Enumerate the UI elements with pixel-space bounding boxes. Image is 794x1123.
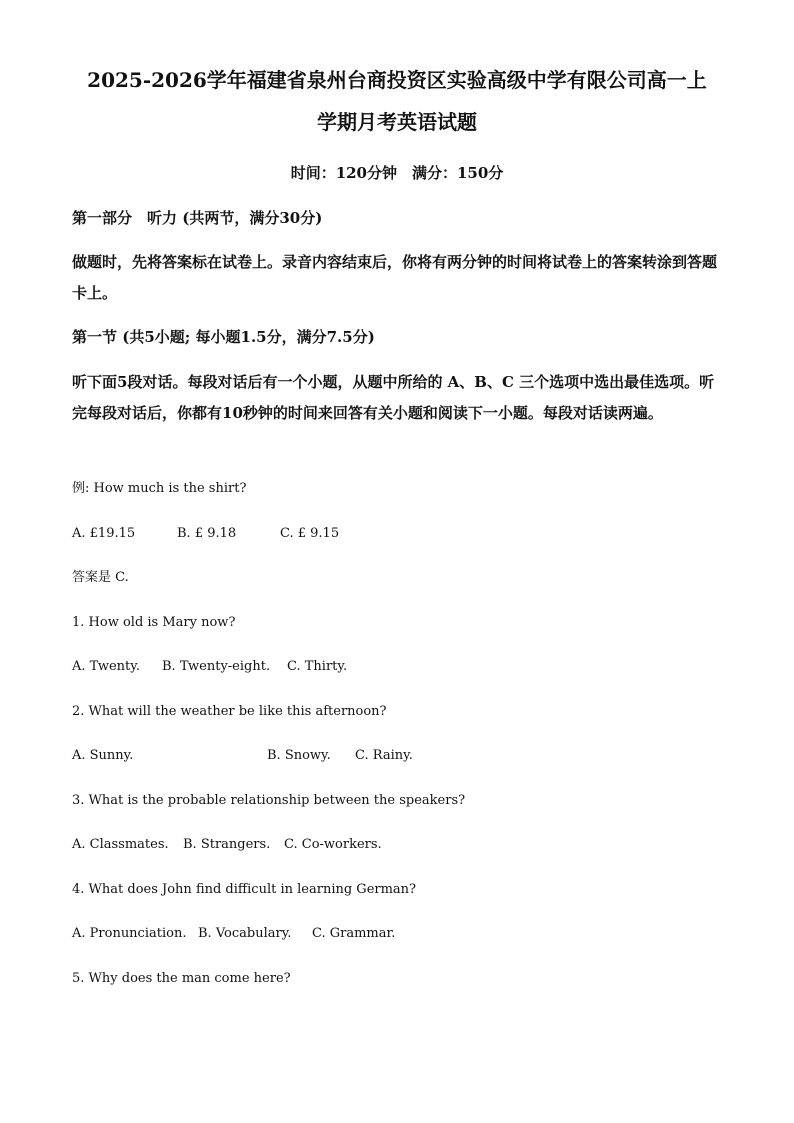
document-title-line-2: 学期月考英语试题 <box>317 110 477 134</box>
exam-time-score: 时间：120分钟 满分：150分 <box>290 164 504 182</box>
example-option-a: A. £19.15 <box>72 526 136 541</box>
example-question: 例: How much is the shirt? <box>72 481 247 496</box>
question-2: 2. What will the weather be like this afternoon? <box>72 704 387 719</box>
question-1: 1. How old is Mary now? <box>72 615 236 630</box>
section-one-heading: 第一节 (共5小题; 每小题1.5分，满分7.5分) <box>72 328 375 346</box>
question-3-option-a: A. Classmates. <box>72 837 169 852</box>
example-option-b: B. £ 9.18 <box>177 526 237 541</box>
question-4-option-b: B. Vocabulary. <box>198 926 292 941</box>
section-one-instruction: 听下面5段对话。每段对话后有一个小题，从题中所给的 A、B、C 三个选项中选出最佳选项。听完每段对话后，你都有10秒钟的时间来回答有关小题和阅读下一小题。每段对话读两遍。 <box>72 373 715 422</box>
question-3-option-b: B. Strangers. <box>183 837 271 852</box>
question-3: 3. What is the probable relationship between the speakers? <box>72 793 466 808</box>
question-2-option-c: C. Rainy. <box>355 748 413 763</box>
part-one-heading: 第一部分 听力 (共两节，满分30分) <box>72 209 323 227</box>
question-2-option-a: A. Sunny. <box>72 748 134 763</box>
question-1-option-b: B. Twenty-eight. <box>162 659 271 674</box>
question-1-option-c: C. Thirty. <box>287 659 348 674</box>
question-1-option-a: A. Twenty. <box>72 659 141 674</box>
question-5: 5. Why does the man come here? <box>72 971 291 986</box>
question-2-option-b: B. Snowy. <box>267 748 331 763</box>
example-option-c: C. £ 9.15 <box>280 526 340 541</box>
question-4-option-a: A. Pronunciation. <box>72 926 187 941</box>
question-4: 4. What does John find difficult in learning German? <box>72 882 417 897</box>
question-3-option-c: C. Co-workers. <box>284 837 382 852</box>
document-title-line-1: 2025-2026学年福建省泉州台商投资区实验高级中学有限公司高一上 <box>87 68 707 92</box>
part-one-instruction: 做题时，先将答案标在试卷上。录音内容结束后，你将有两分钟的时间将试卷上的答案转涂到答题卡上。 <box>72 253 718 302</box>
example-answer: 答案是 C. <box>72 570 129 585</box>
question-4-option-c: C. Grammar. <box>312 926 396 941</box>
